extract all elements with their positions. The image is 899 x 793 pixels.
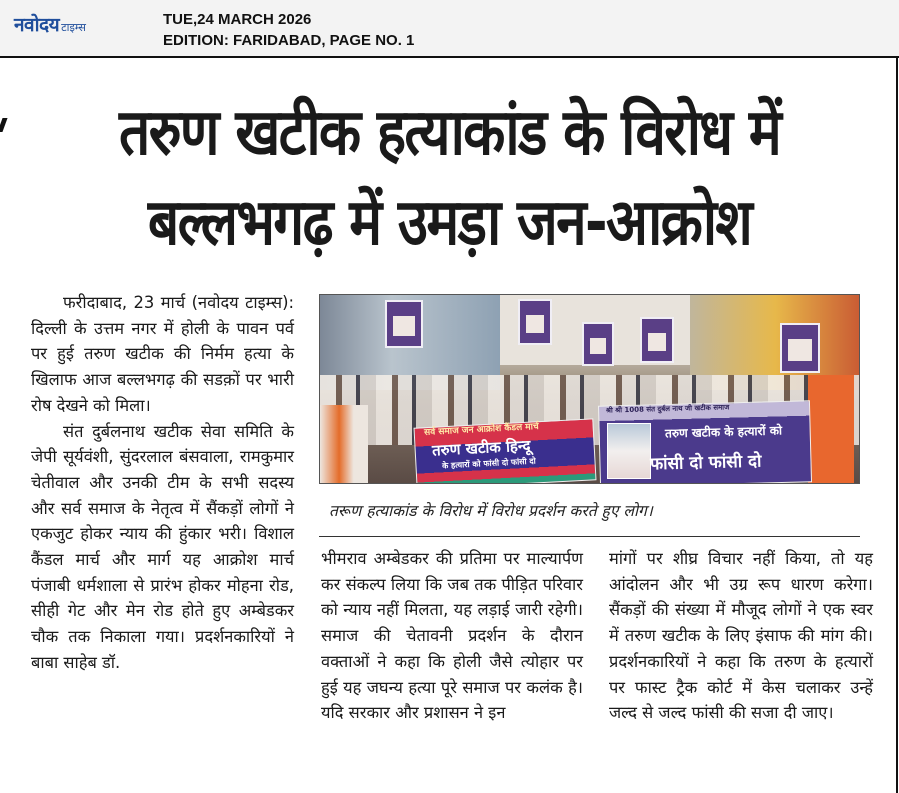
brand-name: नवोदय: [14, 14, 60, 36]
article-paragraph: भीमराव अम्बेडकर की प्रतिमा पर माल्यार्पण कर संकल्प लिया कि जब तक पीड़ित परिवार को न्याय नहीं मिलता, यह लड़ाई जारी रहेगी। समाज की चेतावनी प्रदर्शन के दौरान वक्ताओं ने कहा कि होली जैसे त्योहार पर हुई यह जघन्य हत्या पूरे समाज पर कलंक है। यदि सरकार और प्रशासन ने इन: [321, 549, 583, 723]
edition-info: [163, 9, 414, 51]
article-column-2: [321, 546, 583, 726]
placard: [640, 317, 674, 363]
caption-divider: [319, 536, 860, 537]
publication-date: TUE,24 MARCH 2026: [163, 11, 312, 28]
clipped-mark: [0, 118, 8, 132]
placard: [582, 322, 614, 366]
placard: [518, 299, 552, 345]
edition-page: EDITION: FARIDABAD, PAGE NO. 1: [163, 32, 415, 49]
victim-portrait: [607, 423, 651, 479]
placard: [385, 300, 423, 348]
protest-photo: सर्व समाज जन आक्रोश कैंडल मार्च तरुण खटीक हिन्दू के हत्यारों को फांसी दो फांसी दो श्री श्री 1008 संत दुर्बल नाथ जी खटीक समाज तरुण खटीक के हत्यारों को फांसी दो फांसी दो: [319, 294, 860, 484]
photo-caption: तरूण हत्याकांड के विरोध में विरोध प्रदर्शन करते हुए लोग।: [329, 502, 653, 520]
headline-line-1: तरुण खटीक हत्याकांड के विरोध में: [118, 96, 781, 170]
page-border: [896, 58, 898, 793]
headline-line-2: बल्लभगढ़ में उमड़ा जन-आक्रोश: [147, 186, 752, 260]
article-paragraph-dateline: फरीदाबाद, 23 मार्च (नवोदय टाइम्स): दिल्ली के उत्तम नगर में होली के पावन पर्व पर हुई तरुण खटीक की निर्मम हत्या के खिलाफ आज बल्लभगढ़ की सडक़ों पर भारी रोष देखने को मिला।: [31, 293, 294, 415]
brand-subname: टाइम्स: [61, 21, 86, 34]
newspaper-header: [0, 0, 899, 58]
placard: [780, 323, 820, 373]
article-paragraph: संत दुर्बलनाथ खटीक सेवा समिति के जेपी सूर्यवंशी, सुंदरलाल बंसवाला, रामकुमार चेतीवाल और उनकी टीम के सभी सदस्य और सर्व समाज के नेतृत्व में सैंकड़ों लोगों ने एकजुट होकर न्याय की हुंकार भरी। विशाल कैंडल मार्च और मार्ग यह आक्रोश मार्च पंजाबी धर्मशाला से प्रारंभ होकर मोहना रोड, सीही गेट और मेन रोड होते हुए अम्बेडकर चौक तक निकाला गया। प्रदर्शनकारियों ने बाबा साहेब डॉ.: [31, 421, 294, 672]
article-paragraph: मांगों पर शीघ्र विचार नहीं किया, तो यह आंदोलन और भी उग्र रूप धारण करेगा। सैंकड़ों की संख्या में मौजूद लोगों ने एक स्वर में तरुण खटीक के लिए इंसाफ की मांग की। प्रदर्शनकारियों ने कहा कि तरुण के हत्यारों पर फास्ट ट्रैक कोर्ट में केस चलाकर उन्हें जल्द से जल्द फांसी की सजा दी जाए।: [609, 549, 873, 723]
article-column-3: [609, 546, 873, 726]
brand-logo: [14, 11, 86, 35]
article-column-1: [31, 290, 294, 676]
